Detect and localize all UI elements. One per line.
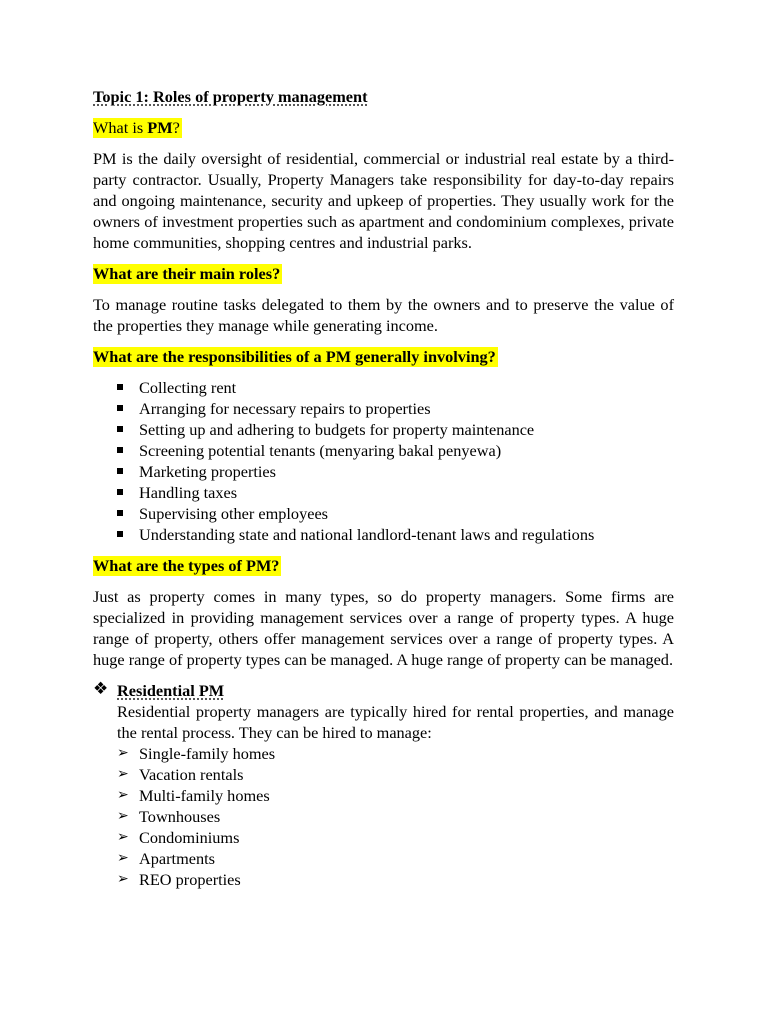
question-text: What are the types of PM? bbox=[93, 556, 280, 575]
arrowhead-bullet-icon: ➢ bbox=[117, 850, 129, 866]
list-item-text: Townhouses bbox=[139, 807, 221, 826]
list-item bbox=[93, 461, 674, 482]
square-bullet-icon bbox=[117, 468, 123, 474]
square-bullet-icon bbox=[117, 531, 123, 537]
list-item bbox=[93, 419, 674, 440]
list-item-text: Handling taxes bbox=[139, 483, 238, 502]
list-item-text: Multi-family homes bbox=[139, 786, 270, 805]
list-item-text: Collecting rent bbox=[139, 378, 237, 397]
question-what-is-pm bbox=[93, 117, 674, 138]
list-item bbox=[93, 482, 674, 503]
question-types-of-pm bbox=[93, 555, 674, 576]
list-item-text: Arranging for necessary repairs to properties bbox=[139, 399, 431, 418]
paragraph-residential: Residential property managers are typically hired for rental properties, and manage the rental process. They can be hired to manage: bbox=[117, 702, 674, 742]
paragraph-pm-definition: PM is the daily oversight of residential, commercial or industrial real estate by a third-party contractor. Usually, Property Managers take responsibility for day-to-day repairs and ongoing maintenance, security and upkeep of properties. They usually work for the owners of investment properties such as apartment and condominium complexes, private home communities, shopping centres and industrial parks. bbox=[93, 149, 674, 252]
list-item-text: Setting up and adhering to budgets for property maintenance bbox=[139, 420, 535, 439]
square-bullet-icon bbox=[117, 405, 123, 411]
question-responsibilities bbox=[93, 346, 674, 367]
square-bullet-icon bbox=[117, 510, 123, 516]
square-bullet-icon bbox=[117, 384, 123, 390]
list-item bbox=[117, 785, 674, 806]
list-item bbox=[93, 377, 674, 398]
section-body-residential bbox=[93, 701, 674, 890]
paragraph-main-roles: To manage routine tasks delegated to them by the owners and to preserve the value of the properties they manage while generating income. bbox=[93, 295, 674, 335]
arrowhead-bullet-icon: ➢ bbox=[117, 766, 129, 782]
list-item bbox=[117, 764, 674, 785]
page-title: Topic 1: Roles of property management bbox=[93, 87, 368, 106]
arrowhead-bullet-icon: ➢ bbox=[117, 829, 129, 845]
residential-types-list bbox=[117, 743, 674, 890]
question-prefix: What is bbox=[93, 118, 148, 137]
list-item-text: REO properties bbox=[139, 870, 241, 889]
arrowhead-bullet-icon: ➢ bbox=[117, 745, 129, 761]
question-bold-term: PM bbox=[147, 118, 173, 137]
question-text: What are the responsibilities of a PM generally involving? bbox=[93, 347, 496, 366]
highlight bbox=[93, 118, 182, 138]
arrowhead-bullet-icon: ➢ bbox=[117, 871, 129, 887]
square-bullet-icon bbox=[117, 426, 123, 432]
question-text: What are their main roles? bbox=[93, 264, 281, 283]
list-item bbox=[117, 869, 674, 890]
paragraph-types-of-pm: Just as property comes in many types, so do property managers. Some firms are specialized in providing management services over a range of property types. A huge range of property, others offer management services over a range of property types. A huge range of property types can be managed. A huge range of property can be managed. bbox=[93, 587, 674, 669]
question-main-roles bbox=[93, 263, 674, 284]
list-item bbox=[117, 806, 674, 827]
list-item-text: Screening potential tenants (menyaring bakal penyewa) bbox=[139, 441, 502, 460]
list-item bbox=[93, 440, 674, 461]
list-item-text: Vacation rentals bbox=[139, 765, 244, 784]
list-item bbox=[117, 827, 674, 848]
list-item bbox=[117, 848, 674, 869]
list-item bbox=[93, 524, 674, 545]
list-item bbox=[93, 503, 674, 524]
section-heading-label: Residential PM bbox=[117, 681, 225, 700]
question-suffix: ? bbox=[172, 118, 180, 137]
responsibilities-list bbox=[93, 377, 674, 545]
list-item-text: Marketing properties bbox=[139, 462, 276, 481]
arrowhead-bullet-icon: ➢ bbox=[117, 808, 129, 824]
arrowhead-bullet-icon: ➢ bbox=[117, 787, 129, 803]
square-bullet-icon bbox=[117, 447, 123, 453]
list-item-text: Supervising other employees bbox=[139, 504, 329, 523]
section-heading-residential bbox=[93, 680, 674, 701]
list-item-text: Apartments bbox=[139, 849, 215, 868]
list-item-text: Understanding state and national landlord-tenant laws and regulations bbox=[139, 525, 595, 544]
square-bullet-icon bbox=[117, 489, 123, 495]
document-body bbox=[93, 86, 674, 890]
list-item-text: Condominiums bbox=[139, 828, 240, 847]
list-item bbox=[93, 398, 674, 419]
diamond-bullet-icon: ❖ bbox=[93, 679, 109, 699]
list-item-text: Single-family homes bbox=[139, 744, 276, 763]
list-item bbox=[117, 743, 674, 764]
